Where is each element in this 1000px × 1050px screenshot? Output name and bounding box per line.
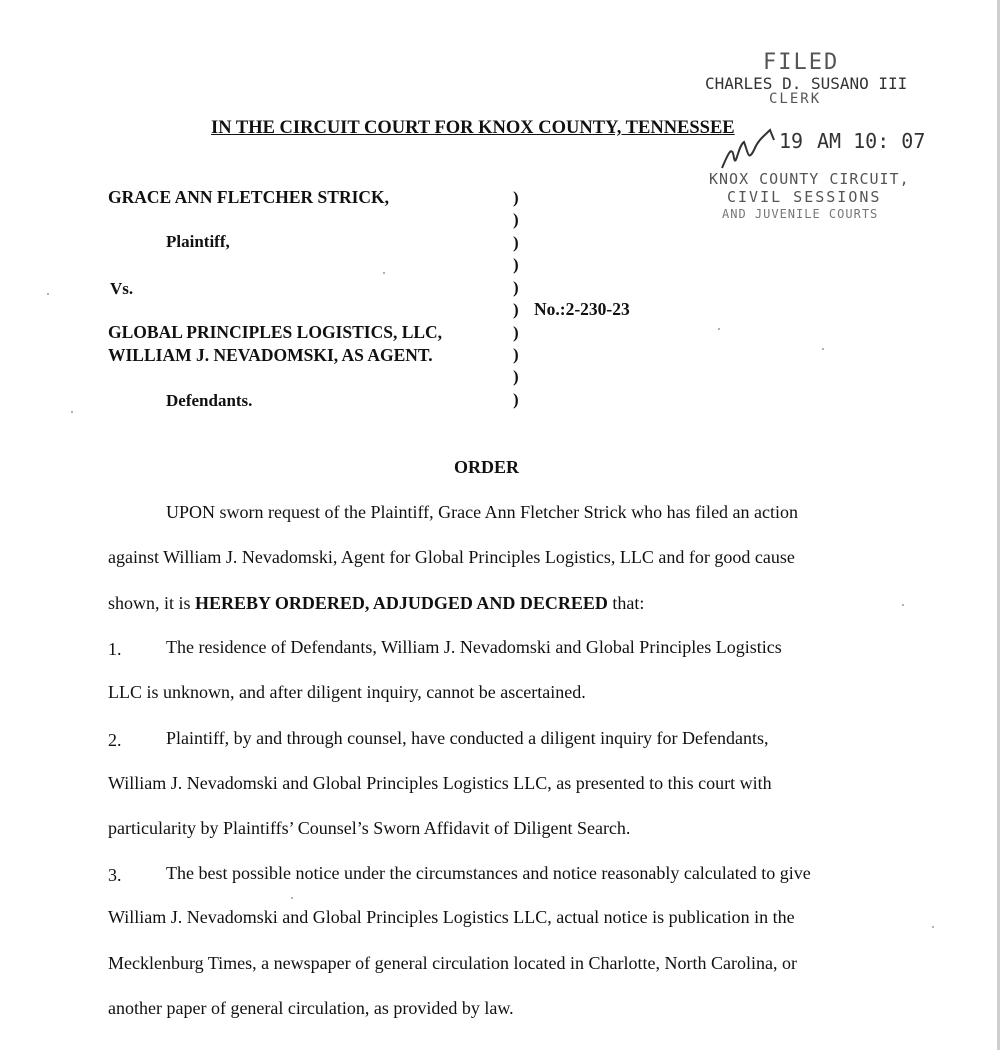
scan-speck xyxy=(383,272,385,274)
scan-speck xyxy=(902,604,904,606)
caption-paren: ) xyxy=(513,323,519,342)
stamp-court-3: AND JUVENILE COURTS xyxy=(722,207,879,221)
item-line: William J. Nevadomski and Global Principles Logistics LLC, actual notice is publication in the xyxy=(108,907,795,927)
item-number: 3. xyxy=(108,865,122,885)
item-line: William J. Nevadomski and Global Principles Logistics LLC, as presented to this court with xyxy=(108,773,772,793)
caption-paren: ) xyxy=(513,367,519,386)
item-line: LLC is unknown, and after diligent inquiry, cannot be ascertained. xyxy=(108,682,586,702)
order-title: ORDER xyxy=(454,457,520,477)
stamp-clerk: CLERK xyxy=(769,91,822,107)
scan-speck xyxy=(932,926,934,928)
versus-label: Vs. xyxy=(110,279,134,298)
plaintiff-name: GRACE ANN FLETCHER STRICK, xyxy=(108,187,390,207)
scan-speck xyxy=(291,897,293,899)
item-line: The residence of Defendants, William J. Nevadomski and Global Principles Logistics xyxy=(166,637,782,657)
item-number: 1. xyxy=(108,639,122,659)
intro-line-2: against William J. Nevadomski, Agent for Global Principles Logistics, LLC and for good cause xyxy=(108,547,795,567)
court-title: IN THE CIRCUIT COURT FOR KNOX COUNTY, TENNESSEE xyxy=(211,118,735,138)
stamp-filed: FILED xyxy=(763,50,840,75)
plaintiff-label: Plaintiff, xyxy=(166,232,230,251)
intro-line-1: UPON sworn request of the Plaintiff, Grace Ann Fletcher Strick who has filed an action xyxy=(166,502,799,522)
defendant-2: WILLIAM J. NEVADOMSKI, AS AGENT. xyxy=(108,345,433,365)
intro-line-3-start: shown, it is xyxy=(108,593,196,613)
caption-paren: ) xyxy=(513,390,519,409)
scan-speck xyxy=(71,411,73,413)
item-line: particularity by Plaintiffs’ Counsel’s Sworn Affidavit of Diligent Search. xyxy=(108,818,631,838)
caption-paren: ) xyxy=(513,255,519,274)
caption-paren: ) xyxy=(513,278,519,297)
stamp-date: 19 xyxy=(779,129,804,153)
case-number: No.:2-230-23 xyxy=(534,299,630,319)
decree-phrase: HEREBY ORDERED, ADJUDGED AND DECREED xyxy=(195,593,608,613)
scan-speck xyxy=(47,293,49,295)
scan-speck xyxy=(718,328,720,330)
stamp-court-1: KNOX COUNTY CIRCUIT, xyxy=(709,170,910,188)
item-number: 2. xyxy=(108,730,122,750)
item-line: Plaintiff, by and through counsel, have conducted a diligent inquiry for Defendants, xyxy=(166,728,769,748)
intro-line-3 xyxy=(108,593,644,614)
caption-paren: ) xyxy=(513,300,519,319)
item-line: Mecklenburg Times, a newspaper of general circulation located in Charlotte, North Carolina, or xyxy=(108,953,797,973)
item-line: another paper of general circulation, as provided by law. xyxy=(108,998,514,1018)
stamp-clerk-name: CHARLES D. SUSANO III xyxy=(705,74,908,93)
intro-line-3-end: that: xyxy=(607,593,645,613)
caption-paren: ) xyxy=(513,233,519,252)
caption-paren: ) xyxy=(513,210,519,229)
caption-paren: ) xyxy=(513,188,519,207)
defendant-1: GLOBAL PRINCIPLES LOGISTICS, LLC, xyxy=(108,322,443,342)
caption-paren: ) xyxy=(513,345,519,364)
stamp-time: AM 10: 07 xyxy=(817,129,926,153)
stamp-court-2: CIVIL SESSIONS xyxy=(727,188,882,206)
defendants-label: Defendants. xyxy=(166,391,253,410)
item-line: The best possible notice under the circumstances and notice reasonably calculated to give xyxy=(166,863,811,883)
scan-speck xyxy=(822,348,824,350)
